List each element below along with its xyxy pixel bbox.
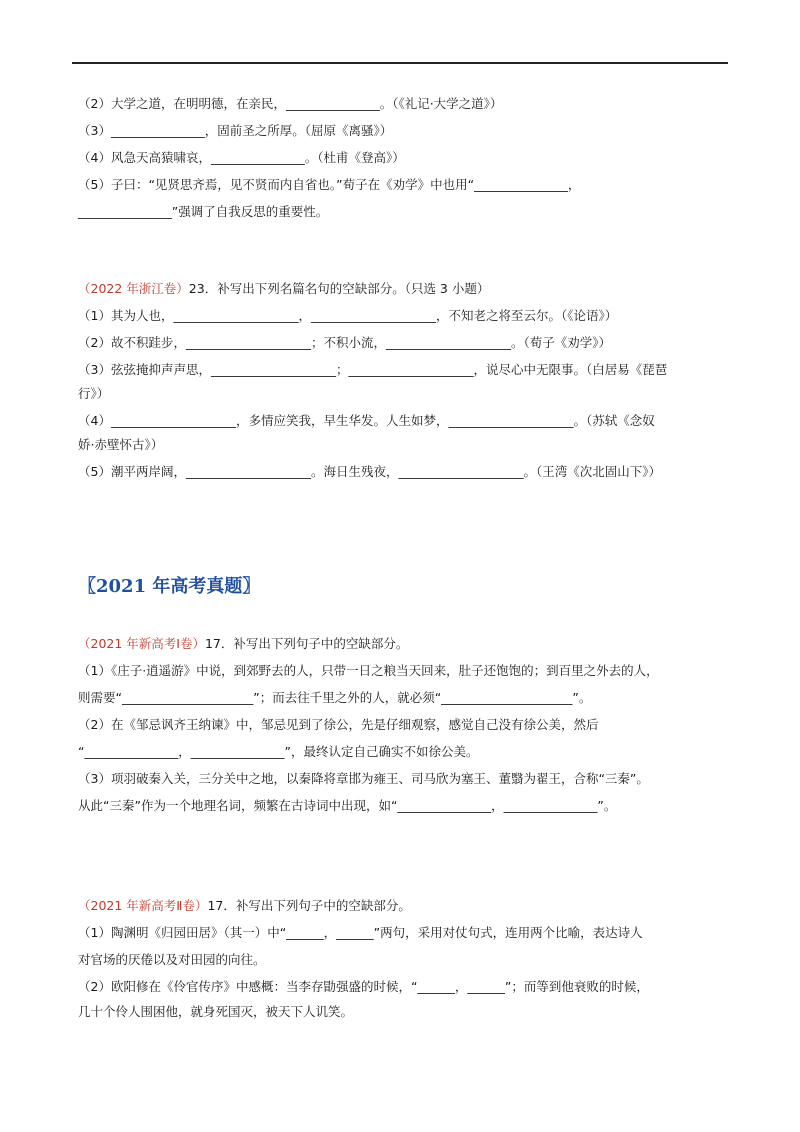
top-rule	[72, 62, 728, 64]
section-heading: 〖2021 年高考真题〗	[78, 576, 261, 597]
question-line: “_______________，_______________”，最终认定自己确实不如徐公美。	[78, 744, 479, 759]
question-line: （4）____________________，多情应笑我，早生华发。人生如梦，____________________。（苏轼《念奴	[78, 413, 655, 428]
question-line: （4）风急天高猿啸哀，_______________。（杜甫《登高》）	[78, 150, 405, 165]
question-line: （2）欧阳修在《伶官传序》中感概：当李存勖强盛的时候，“______，______”；而等到他衰败的时候，	[78, 979, 649, 994]
source-tag: （2022 年浙江卷）	[78, 281, 189, 296]
question-line: _______________”强调了自我反思的重要性。	[78, 204, 329, 219]
question-line: 对官场的厌倦以及对田园的向往。	[78, 952, 266, 967]
question-header	[78, 636, 408, 652]
question-line: 娇·赤壁怀古》）	[78, 437, 164, 452]
question-title: 17．补写出下列句子中的空缺部分。	[207, 898, 411, 913]
source-tag: （2021 年新高考Ⅱ卷）	[78, 898, 208, 913]
question-header	[78, 281, 489, 297]
question-line: 行》）	[78, 386, 110, 401]
question-line: （1）其为人也，____________________，____________________，不知老之将至云尔。（《论语》）	[78, 308, 618, 323]
source-tag: （2021 年新高考Ⅰ卷）	[78, 636, 205, 651]
question-line: （2）故不积跬步，____________________；不积小流，____________________。（荀子《劝学》）	[78, 335, 611, 350]
question-line: （3）项羽破秦入关，三分关中之地，以秦降将章邯为雍王、司马欣为塞王、董翳为翟王，合称“三秦”。	[78, 771, 649, 786]
question-line: （5）潮平两岸阔，____________________。海日生残夜，____________________。（王湾《次北固山下》）	[78, 464, 661, 479]
question-line: （2）在《邹忌讽齐王纳谏》中，邹忌见到了徐公，先是仔细观察，感觉自己没有徐公美，然后	[78, 717, 599, 732]
question-line: （2）大学之道，在明明德，在亲民，_______________。（《礼记·大学之道》）	[78, 96, 503, 111]
question-header	[78, 898, 411, 914]
question-line: 从此“三秦”作为一个地理名词，频繁在古诗词中出现，如“_______________，_______________”。	[78, 798, 617, 813]
question-line: 则需要“_____________________”；而去往千里之外的人，就必须“_____________________”。	[78, 690, 592, 705]
question-line: 几十个伶人围困他，就身死国灭，被天下人讥笑。	[78, 1004, 354, 1019]
question-line: （1）《庄子·逍遥游》中说，到郊野去的人，只带一日之粮当天回来，肚子还饱饱的；到百里之外去的人，	[78, 663, 659, 678]
question-line: （3）弦弦掩抑声声思，____________________；____________________，说尽心中无限事。（白居易《琵琶	[78, 362, 668, 377]
question-title: 23．补写出下列名篇名句的空缺部分。（只选 3 小题）	[188, 281, 490, 296]
question-title: 17．补写出下列句子中的空缺部分。	[204, 636, 409, 651]
question-line: （1）陶渊明《归园田居》（其一）中“______，______”两句，采用对仗句式，连用两个比喻，表达诗人	[78, 925, 643, 940]
question-line: （5）子曰：“见贤思齐焉，见不贤而内自省也。”荀子在《劝学》中也用“_______________，	[78, 177, 581, 192]
question-line: （3）_______________，固前圣之所厚。（屈原《离骚》）	[78, 123, 393, 138]
